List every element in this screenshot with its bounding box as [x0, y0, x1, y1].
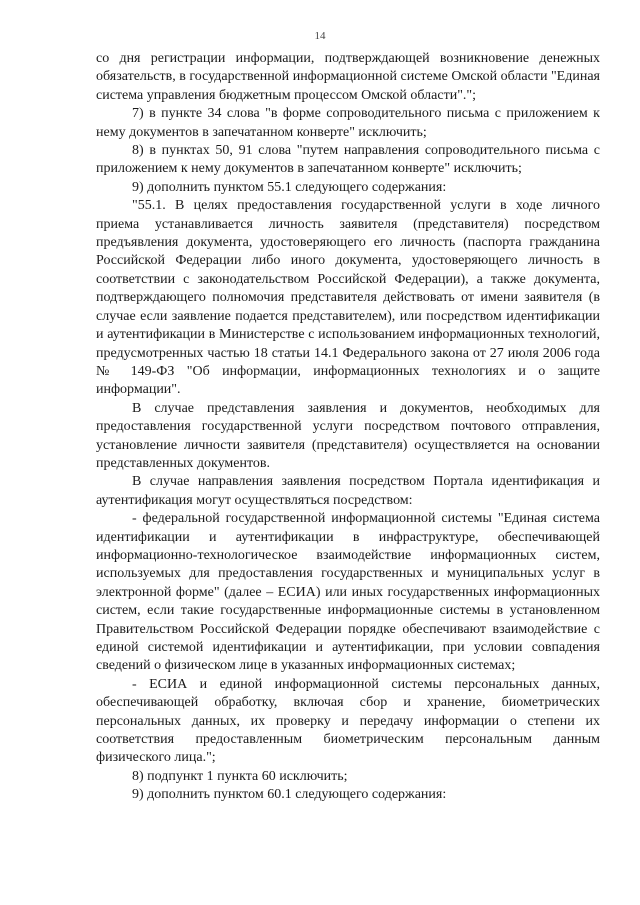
document-body: [96, 50, 600, 805]
paragraph-7: В случае направления заявления посредством Портала идентификация и аутентификация могут осуществляться посредством:: [96, 474, 600, 508]
paragraph-6: В случае представления заявления и документов, необходимых для предоставления государственной услуги посредством почтового отправления, установление личности заявителя (представителя) осуществляется на основании представленных документов.: [96, 400, 600, 471]
paragraph-11: 9) дополнить пунктом 60.1 следующего содержания:: [132, 787, 447, 803]
page-number: 14: [314, 30, 326, 42]
paragraph-10: 8) подпункт 1 пункта 60 исключить;: [132, 768, 348, 784]
paragraph-8: - федеральной государственной информационной системы "Единая система идентификации и аутентификации в инфраструктуре, обеспечивающей информационно-технологическое взаимодействие информационных систем, используемых для предоставления государственных и муниципальных услуг в электронной форме" (далее – ЕСИА) или иных государственных информационных систем, если такие государственные информационные системы в установленном Правительством Российской Федерации порядке обеспечивают взаимодействие с единой системой идентификации и аутентификации, при условии совпадения сведений о физическом лице в указанных информационных системах;: [96, 511, 600, 674]
paragraph-2: 7) в пункте 34 слова "в форме сопроводительного письма с приложением к нему документов в запечатанном конверте" исключить;: [96, 106, 600, 140]
paragraph-9: - ЕСИА и единой информационной системы персональных данных, обеспечивающей обработку, включая сбор и хранение, биометрических персональных данных, их проверку и передачу информации о степени их соответствия предоставленным биометрическим персональным данным физического лица.";: [96, 676, 600, 766]
paragraph-5: "55.1. В целях предоставления государственной услуги в ходе личного приема устанавливается личность заявителя (представителя) посредством предъявления документа, удостоверяющего его личность (паспорта гражданина Российской Федерации либо иного документа, удостоверяющего личность в соответствии с законодательством Российской Федерации), а также документа, подтверждающего полномочия представителя действовать от имени заявителя (в случае если заявление подается представителем), или посредством идентификации и аутентификации в Министерстве с использованием информационных технологий, предусмотренных частью 18 статьи 14.1 Федерального закона от 27 июля 2006 года № 149-ФЗ "Об информации, информационных технологиях и о защите информации".: [96, 198, 600, 398]
paragraph-4: 9) дополнить пунктом 55.1 следующего содержания:: [132, 179, 447, 195]
paragraph-1: со дня регистрации информации, подтверждающей возникновение денежных обязательств, в государственной информационной системе Омской области "Единая система управления бюджетным процессом Омской области".";: [96, 51, 600, 103]
paragraph-3: 8) в пунктах 50, 91 слова "путем направления сопроводительного письма с приложением к нему документов в запечатанном конверте" исключить;: [96, 143, 600, 177]
